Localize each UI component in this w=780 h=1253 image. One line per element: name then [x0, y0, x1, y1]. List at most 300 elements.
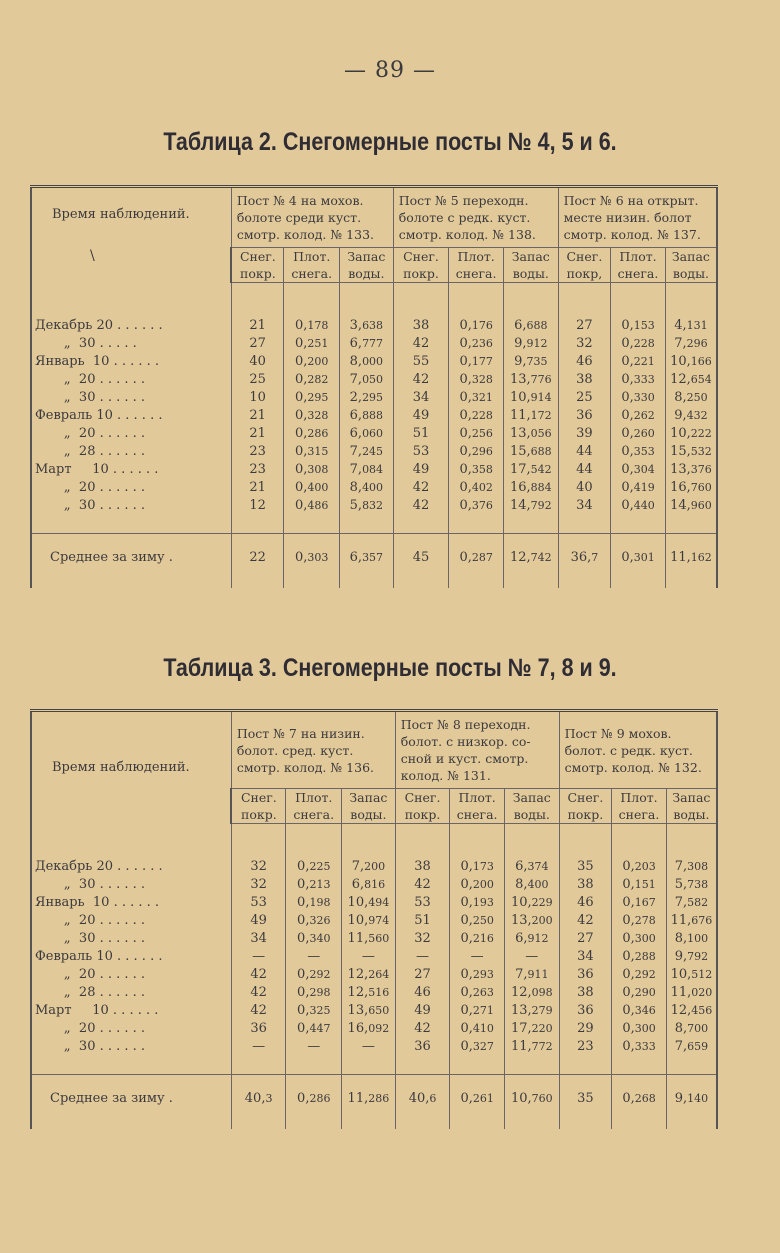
table-3-title: Таблица 3. Снегомерные посты № 7, 8 и 9.: [163, 654, 617, 682]
table-cell: 51: [395, 912, 450, 930]
end-cell: [31, 1123, 231, 1129]
post-header-line: смотр. колод. № 133.: [236, 227, 375, 242]
column-header: [504, 789, 559, 824]
table-cell: 12,098: [504, 984, 559, 1002]
separator-cell: [231, 515, 284, 534]
table-cell: 32: [231, 858, 286, 876]
table-cell: 0,321: [449, 389, 504, 407]
column-header-line: Снег.: [566, 249, 603, 264]
table-cell: 0,151: [612, 876, 667, 894]
table-cell: 23: [231, 443, 284, 461]
table-cell: 0,327: [450, 1038, 505, 1056]
average-cell: 36,7: [558, 534, 611, 583]
row-label: „ 30 . . . . . .: [31, 1038, 231, 1056]
table-cell: 0,402: [449, 479, 504, 497]
table-cell: 38: [559, 876, 612, 894]
table-cell: 0,376: [449, 497, 504, 515]
spacer-cell: [449, 283, 504, 318]
table-cell: 7,308: [666, 858, 717, 876]
table-cell: 42: [393, 335, 449, 353]
table-cell: 16,760: [665, 479, 717, 497]
table-cell: 39: [558, 425, 611, 443]
table-cell: 10,974: [342, 912, 396, 930]
spacer-cell: [503, 283, 558, 318]
end-cell: [286, 1123, 342, 1129]
spacer-cell: [611, 283, 666, 318]
spacer-cell: [559, 824, 612, 859]
table-cell: 25: [231, 371, 284, 389]
column-header-line: Плот.: [619, 249, 657, 264]
table-cell: —: [450, 948, 505, 966]
table-cell: 8,400: [340, 479, 394, 497]
table-cell: 55: [393, 353, 449, 371]
table-cell: 53: [395, 894, 450, 912]
spacer-cell: [504, 824, 559, 859]
column-header-line: Снег.: [404, 790, 441, 805]
table-cell: 0,440: [611, 497, 666, 515]
column-header: [611, 248, 666, 283]
row-label: „ 28 . . . . . .: [31, 443, 231, 461]
table-cell: 17,542: [503, 461, 558, 479]
table-cell: 46: [395, 984, 450, 1002]
spacer-cell: [340, 283, 394, 318]
row-label: „ 20 . . . . . .: [31, 479, 231, 497]
table-cell: 25: [558, 389, 611, 407]
table-cell: 0,298: [286, 984, 342, 1002]
spacer-cell: [393, 283, 449, 318]
table-cell: 7,245: [340, 443, 394, 461]
column-header-line: Снег.: [403, 249, 439, 264]
table-cell: 0,286: [284, 425, 340, 443]
table-cell: 0,293: [450, 966, 505, 984]
table-cell: 6,912: [504, 930, 559, 948]
row-label: Февраль 10 . . . . . .: [31, 407, 231, 425]
row-label: Январь 10 . . . . . .: [31, 353, 231, 371]
end-cell: [393, 582, 449, 588]
table-cell: 44: [558, 461, 611, 479]
table-cell: 8,400: [504, 876, 559, 894]
table-cell: 0,203: [612, 858, 667, 876]
table-cell: 0,282: [284, 371, 340, 389]
table-cell: 0,262: [611, 407, 666, 425]
table-cell: 0,177: [449, 353, 504, 371]
table-cell: 0,308: [284, 461, 340, 479]
table-cell: 8,000: [340, 353, 394, 371]
table-cell: 0,236: [449, 335, 504, 353]
end-cell: [558, 582, 611, 588]
column-header-line: Запас: [671, 249, 710, 264]
table-cell: 7,582: [666, 894, 717, 912]
post-header: [395, 711, 559, 789]
table-cell: 10,494: [342, 894, 396, 912]
column-header-line: снега.: [291, 266, 333, 281]
table-cell: 0,315: [284, 443, 340, 461]
table-cell: 12,654: [665, 371, 717, 389]
average-cell: 35: [559, 1075, 612, 1124]
separator-cell: [504, 1056, 559, 1075]
table-cell: 0,278: [612, 912, 667, 930]
end-cell: [231, 582, 284, 588]
average-cell: 0,287: [449, 534, 504, 583]
table-cell: 10,222: [665, 425, 717, 443]
separator-cell: [395, 1056, 450, 1075]
row-label: „ 30 . . . . . .: [31, 930, 231, 948]
post-header-line: Пост № 5 переходн.: [398, 193, 529, 208]
table-cell: 0,200: [450, 876, 505, 894]
post-header-line: сной и куст. смотр.: [400, 751, 529, 766]
table-cell: 0,333: [612, 1038, 667, 1056]
header-row: [31, 711, 717, 789]
post-header-line: колод. № 131.: [400, 768, 491, 783]
post-header-line: болот. с низкор. со-: [400, 734, 531, 749]
table-cell: 0,216: [450, 930, 505, 948]
table-cell: 16,884: [503, 479, 558, 497]
table-cell: 0,167: [612, 894, 667, 912]
average-row: [31, 534, 717, 583]
post-header: [231, 711, 395, 789]
table-cell: 7,911: [504, 966, 559, 984]
column-header-line: покр.: [241, 807, 277, 822]
table-cell: 15,688: [503, 443, 558, 461]
post-header-line: болот. сред. куст.: [236, 742, 354, 758]
table-cell: 11,020: [666, 984, 717, 1002]
table-cell: 35: [559, 858, 612, 876]
row-label: „ 20 . . . . . .: [31, 371, 231, 389]
table-row: [31, 984, 717, 1002]
table-cell: 10,914: [503, 389, 558, 407]
table-row: [31, 317, 717, 335]
table-cell: 0,292: [286, 966, 342, 984]
column-header-line: покр.: [404, 807, 441, 822]
table-cell: 0,228: [449, 407, 504, 425]
separator-cell: [340, 515, 394, 534]
column-header-line: Плот.: [457, 249, 495, 264]
table-cell: 42: [393, 497, 449, 515]
table-cell: 12,516: [342, 984, 396, 1002]
average-cell: 0,301: [611, 534, 666, 583]
column-header-line: снега.: [456, 807, 498, 822]
end-row: [31, 1123, 717, 1129]
row-label: „ 30 . . . . .: [31, 335, 231, 353]
average-cell: 11,162: [665, 534, 717, 583]
post-header-line: смотр. колод. № 132.: [564, 759, 702, 775]
column-header-line: Плот.: [293, 249, 331, 264]
table-cell: 0,176: [449, 317, 504, 335]
separator-cell: [503, 515, 558, 534]
table-cell: 0,346: [612, 1002, 667, 1020]
table-cell: 0,153: [611, 317, 666, 335]
table-row: [31, 1038, 717, 1056]
table-cell: 0,353: [611, 443, 666, 461]
table-cell: 14,792: [503, 497, 558, 515]
table-row: [31, 335, 717, 353]
table-cell: 23: [231, 461, 284, 479]
corner-mark: \: [90, 247, 95, 264]
table-row: [31, 497, 717, 515]
row-label: „ 20 . . . . . .: [31, 966, 231, 984]
end-cell: [284, 582, 340, 588]
table-cell: 0,358: [449, 461, 504, 479]
post-header-line: Пост № 6 на открыт.: [563, 193, 699, 208]
column-header-line: покр.: [240, 266, 276, 281]
table-cell: 9,432: [665, 407, 717, 425]
table-cell: 42: [395, 876, 450, 894]
table-cell: 2,295: [340, 389, 394, 407]
column-header: [559, 789, 612, 824]
table-cell: 0,213: [286, 876, 342, 894]
column-header: [286, 789, 342, 824]
column-header: [666, 789, 717, 824]
average-cell: 12,742: [503, 534, 558, 583]
table-cell: 9,912: [503, 335, 558, 353]
end-cell: [611, 582, 666, 588]
table-cell: 42: [559, 912, 612, 930]
column-header-line: воды.: [513, 807, 550, 822]
post-header-line: Пост № 8 переходн.: [400, 717, 531, 732]
post-header-line: болоте с редк. куст.: [398, 210, 531, 225]
table-row: [31, 371, 717, 389]
time-header-label: Время наблюдений.: [52, 206, 190, 222]
column-header-line: снега.: [455, 266, 497, 281]
column-header: [665, 248, 717, 283]
column-header-line: Запас: [347, 249, 386, 264]
table-cell: 49: [393, 407, 449, 425]
table-cell: 0,300: [612, 930, 667, 948]
end-cell: [31, 582, 231, 588]
table-cell: 21: [231, 317, 284, 335]
row-label: Март 10 . . . . . .: [31, 1002, 231, 1020]
column-header-line: покр.: [403, 266, 439, 281]
table-cell: 23: [559, 1038, 612, 1056]
end-cell: [504, 1123, 559, 1129]
column-header: [284, 248, 340, 283]
table-cell: 0,178: [284, 317, 340, 335]
column-header: [503, 248, 558, 283]
average-cell: 9,140: [666, 1075, 717, 1124]
table-cell: 38: [393, 317, 449, 335]
column-header-line: Запас: [512, 790, 551, 805]
average-cell: 0,303: [284, 534, 340, 583]
column-header-line: Снег.: [239, 249, 276, 264]
table-cell: 0,325: [286, 1002, 342, 1020]
table-row: [31, 948, 717, 966]
table-cell: 0,256: [449, 425, 504, 443]
table-cell: 0,295: [284, 389, 340, 407]
table-cell: 11,772: [504, 1038, 559, 1056]
separator-cell: [449, 515, 504, 534]
column-header-line: Запас: [511, 249, 550, 264]
table-cell: 0,328: [449, 371, 504, 389]
table-cell: —: [231, 948, 286, 966]
table-2-title: Таблица 2. Снегомерные посты № 4, 5 и 6.: [163, 128, 617, 156]
end-cell: [559, 1123, 612, 1129]
table-cell: 8,100: [666, 930, 717, 948]
table-cell: 0,198: [286, 894, 342, 912]
average-cell: 10,760: [504, 1075, 559, 1124]
table-cell: 0,250: [450, 912, 505, 930]
table-cell: 10,166: [665, 353, 717, 371]
column-header: [395, 789, 450, 824]
column-header: [340, 248, 394, 283]
table-cell: 34: [558, 497, 611, 515]
table-cell: 11,676: [666, 912, 717, 930]
table-cell: 13,056: [503, 425, 558, 443]
separator-cell: [611, 515, 666, 534]
post-header: [558, 187, 717, 248]
table-cell: 36: [395, 1038, 450, 1056]
table-cell: 17,220: [504, 1020, 559, 1038]
table-cell: 0,271: [450, 1002, 505, 1020]
table-cell: 0,410: [450, 1020, 505, 1038]
row-label: „ 30 . . . . . .: [31, 389, 231, 407]
time-header-label: Время наблюдений.: [52, 760, 190, 776]
column-header-line: снега.: [617, 266, 659, 281]
average-row: [31, 1075, 717, 1124]
end-cell: [665, 582, 717, 588]
table-cell: —: [286, 948, 342, 966]
post-header-line: месте низин. болот: [563, 210, 692, 225]
table-row: [31, 407, 717, 425]
table-cell: 10: [231, 389, 284, 407]
table-cell: 6,777: [340, 335, 394, 353]
average-cell: 0,268: [612, 1075, 667, 1124]
table-cell: 0,288: [612, 948, 667, 966]
table-cell: 36: [559, 1002, 612, 1020]
post-header-line: смотр. колод. № 136.: [236, 759, 375, 775]
spacer-cell: [612, 824, 667, 859]
table-cell: 34: [393, 389, 449, 407]
average-cell: 0,261: [450, 1075, 505, 1124]
spacer-cell: [286, 824, 342, 859]
table-cell: 0,200: [284, 353, 340, 371]
table-cell: 0,193: [450, 894, 505, 912]
average-cell: 45: [393, 534, 449, 583]
table-row: [31, 1002, 717, 1020]
table-cell: 10,229: [504, 894, 559, 912]
end-cell: [340, 582, 394, 588]
table-cell: 13,279: [504, 1002, 559, 1020]
table-3: [30, 709, 718, 1129]
average-cell: 22: [231, 534, 284, 583]
table-cell: —: [286, 1038, 342, 1056]
separator-cell: [342, 1056, 396, 1075]
column-header-line: воды.: [512, 266, 549, 281]
table-cell: 0,300: [612, 1020, 667, 1038]
table-cell: 34: [559, 948, 612, 966]
table-cell: 46: [558, 353, 611, 371]
spacer-row: [31, 824, 717, 859]
row-label: Январь 10 . . . . . .: [31, 894, 231, 912]
post-header-line: смотр. колод. № 138.: [398, 227, 536, 242]
table-cell: 15,532: [665, 443, 717, 461]
table-cell: 36: [558, 407, 611, 425]
end-cell: [395, 1123, 450, 1129]
column-header-line: воды.: [672, 266, 709, 281]
table-cell: 0,333: [611, 371, 666, 389]
table-row: [31, 966, 717, 984]
table-cell: 13,200: [504, 912, 559, 930]
table-cell: 6,888: [340, 407, 394, 425]
table-cell: 0,296: [449, 443, 504, 461]
end-cell: [450, 1123, 505, 1129]
average-label: Среднее за зиму .: [31, 534, 231, 583]
table-cell: —: [342, 1038, 396, 1056]
spacer-cell: [665, 283, 717, 318]
column-header-line: Запас: [672, 790, 711, 805]
row-label: „ 20 . . . . . .: [31, 1020, 231, 1038]
average-cell: 40,6: [395, 1075, 450, 1124]
post-header-line: смотр. колод. № 137.: [563, 227, 701, 242]
table-cell: 16,092: [342, 1020, 396, 1038]
row-label: Март 10 . . . . . .: [31, 461, 231, 479]
table-row: [31, 858, 717, 876]
table-cell: 7,084: [340, 461, 394, 479]
table-cell: 38: [558, 371, 611, 389]
table-row: [31, 443, 717, 461]
post-header: [231, 187, 393, 248]
table-cell: 36: [231, 1020, 286, 1038]
table-cell: 32: [395, 930, 450, 948]
separator-row: [31, 515, 717, 534]
table-cell: 44: [558, 443, 611, 461]
table-cell: 27: [231, 335, 284, 353]
table-cell: 46: [559, 894, 612, 912]
table-row: [31, 930, 717, 948]
table-cell: 0,326: [286, 912, 342, 930]
table-cell: 6,060: [340, 425, 394, 443]
table-cell: 10,512: [666, 966, 717, 984]
post-header: [393, 187, 558, 248]
table-cell: 5,832: [340, 497, 394, 515]
table-cell: 53: [231, 894, 286, 912]
post-header-line: Пост № 7 на низин.: [236, 725, 365, 741]
table-cell: 0,304: [611, 461, 666, 479]
table-cell: 11,560: [342, 930, 396, 948]
spacer-cell: [558, 283, 611, 318]
column-header-line: Запас: [349, 790, 388, 805]
table-cell: 0,330: [611, 389, 666, 407]
column-header-line: Снег.: [240, 790, 277, 805]
table-cell: 6,374: [504, 858, 559, 876]
table-cell: 49: [393, 461, 449, 479]
column-header-line: покр.: [567, 807, 604, 822]
spacer-cell: [450, 824, 505, 859]
column-header-line: воды.: [350, 807, 387, 822]
table-cell: 29: [559, 1020, 612, 1038]
table-cell: 40: [558, 479, 611, 497]
column-header-line: Плот.: [295, 790, 333, 805]
spacer-cell: [31, 824, 231, 859]
table-cell: 7,200: [342, 858, 396, 876]
row-label: „ 20 . . . . . .: [31, 912, 231, 930]
average-label: Среднее за зиму .: [31, 1075, 231, 1124]
separator-cell: [450, 1056, 505, 1075]
table-cell: 34: [231, 930, 286, 948]
table-row: [31, 389, 717, 407]
table-cell: 9,735: [503, 353, 558, 371]
column-header-line: Плот.: [620, 790, 658, 805]
table-cell: 32: [558, 335, 611, 353]
column-header-line: Снег.: [567, 790, 604, 805]
column-header-line: снега.: [293, 807, 335, 822]
separator-cell: [393, 515, 449, 534]
table-row: [31, 894, 717, 912]
column-header: [231, 789, 286, 824]
separator-cell: [284, 515, 340, 534]
table-cell: 0,340: [286, 930, 342, 948]
table-cell: 0,228: [611, 335, 666, 353]
end-cell: [612, 1123, 667, 1129]
